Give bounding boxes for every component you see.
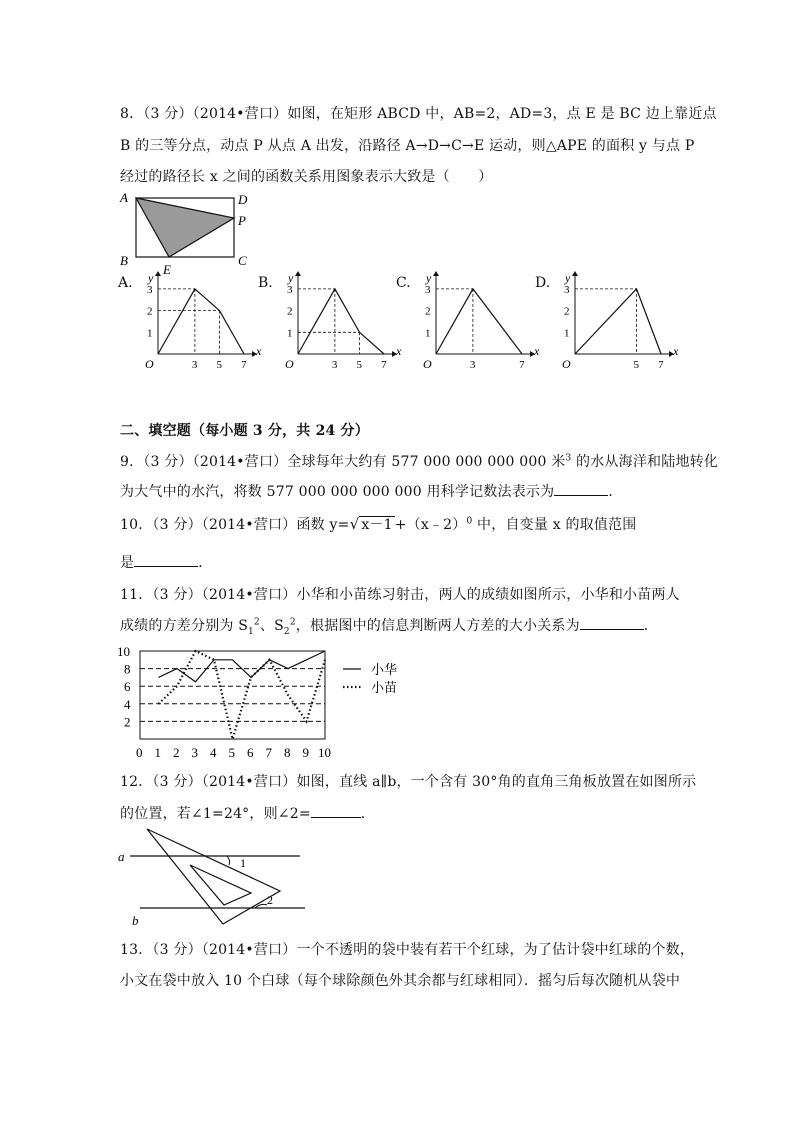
q12-period: ． xyxy=(360,806,375,822)
x-tick-label: 3 xyxy=(191,359,198,371)
q10-sup: 0 xyxy=(466,516,473,527)
q9-text-a: 9．（3 分）（2014•营口）全球每年大约有 577 000 000 000 000 米 xyxy=(120,454,566,470)
inner-triangle xyxy=(190,865,251,905)
q11-sep: 、S xyxy=(259,618,284,634)
y-tick-label: 10 xyxy=(117,644,130,659)
x-tick-label: 3 xyxy=(191,745,198,760)
y-tick-label: 1 xyxy=(564,327,570,340)
y-axis-arrow xyxy=(572,271,578,276)
q12-line2-text: 的位置，若∠1=24°，则∠2= xyxy=(120,806,311,822)
x-tick-label: 3 xyxy=(331,359,338,371)
label-angle-2: 2 xyxy=(267,893,273,907)
x-axis-label: x xyxy=(673,344,679,358)
x-axis-label: x xyxy=(396,344,402,358)
y-tick-label: 4 xyxy=(124,696,131,712)
q11-answer-blank[interactable] xyxy=(580,615,644,630)
x-tick-label: 2 xyxy=(173,745,180,760)
y-axis-arrow xyxy=(433,271,439,276)
q11-s1-sub: 1 xyxy=(248,626,254,637)
option-graph-3 xyxy=(422,268,540,378)
q10-text-b: +（x﹣2） xyxy=(394,517,467,533)
x-tick-label: 1 xyxy=(154,745,161,760)
x-tick-label: 5 xyxy=(633,359,639,371)
label-a: A xyxy=(120,190,128,205)
origin-label: O xyxy=(145,357,154,371)
function-line xyxy=(575,289,661,354)
y-axis-label: y xyxy=(288,271,294,285)
x-tick-label: 0 xyxy=(136,745,143,760)
y-tick-label: 3 xyxy=(425,283,431,296)
label-b: B xyxy=(120,253,128,268)
q9-line2-text: 为大气中的水汽，将数 577 000 000 000 000 用科学记数法表示为 xyxy=(120,484,555,500)
q9-period: ． xyxy=(608,484,623,500)
q8-line2: B 的三等分点，动点 P 从点 A 出发，沿路径 A→D→C→E 运动，则△APE 的面积 y 与点 P xyxy=(120,138,695,154)
q11-line1: 11．（3 分）（2014•营口）小华和小苗练习射击，两人的成绩如图所示，小华和小苗两人 xyxy=(120,587,680,603)
option-label-1: A. xyxy=(118,275,133,291)
y-tick-label: 2 xyxy=(147,305,153,318)
option-graph-4 xyxy=(561,268,679,378)
q10-answer-blank[interactable] xyxy=(134,552,198,567)
x-tick-label: 6 xyxy=(247,745,254,760)
x-tick-label: 5 xyxy=(228,745,235,760)
y-tick-label: 3 xyxy=(147,283,153,296)
q11-text-a: 成绩的方差分别为 S xyxy=(120,618,249,634)
label-line-a: a xyxy=(118,849,125,864)
y-axis-arrow xyxy=(155,271,161,276)
y-axis-label: y xyxy=(565,271,571,285)
y-tick-label: 6 xyxy=(124,679,131,695)
label-c: C xyxy=(238,253,247,268)
q9-text-b: 的水从海洋和陆地转化 xyxy=(571,454,719,470)
y-tick-label: 1 xyxy=(425,327,431,340)
origin-label: O xyxy=(285,357,294,371)
triangle-ape xyxy=(136,198,234,257)
legend-label: 小苗 xyxy=(371,680,398,695)
label-e: E xyxy=(163,262,171,277)
y-tick-label: 2 xyxy=(425,305,431,318)
q13-line2: 小文在袋中放入 10 个白球（每个球除颜色外其余都与红球相同）．摇匀后每次随机从袋中 xyxy=(120,973,681,989)
origin-label: O xyxy=(423,357,432,371)
x-tick-label: 7 xyxy=(381,359,387,371)
x-tick-label: 4 xyxy=(210,745,217,760)
q10-text-c: 中，自变量 x 的取值范围 xyxy=(472,517,637,533)
q9-sup: 3 xyxy=(565,453,572,464)
option-graph-2 xyxy=(284,268,402,378)
q8-line3: 经过的路径长 x 之间的函数关系用图象表示大致是（ ） xyxy=(120,169,493,185)
q10-period: ． xyxy=(198,555,213,571)
x-tick-label: 5 xyxy=(356,359,362,371)
q9-answer-blank[interactable] xyxy=(554,481,608,496)
option-label-3: C. xyxy=(396,275,411,291)
option-label-4: D. xyxy=(535,275,551,291)
q10-line2-text: 是 xyxy=(120,555,135,571)
q11-period: ． xyxy=(643,618,658,634)
y-tick-label: 3 xyxy=(564,283,570,296)
q11-line2 xyxy=(120,615,658,637)
outer-triangle xyxy=(147,829,280,924)
label-line-b: b xyxy=(132,913,139,928)
y-tick-label: 3 xyxy=(287,283,293,296)
angle-1-arc xyxy=(227,856,230,865)
q12-line1: 12．（3 分）（2014•营口）如图，直线 a∥b，一个含有 30°角的直角三角板放置在如图所示 xyxy=(120,774,697,790)
label-p: P xyxy=(238,213,246,228)
y-axis-arrow xyxy=(295,271,301,276)
option-label-2: B. xyxy=(258,275,273,291)
x-tick-label: 7 xyxy=(241,359,247,371)
q11-s2-sup: 2 xyxy=(289,617,296,628)
series-line-1 xyxy=(159,651,326,682)
y-tick-label: 1 xyxy=(287,327,293,340)
triangle-ruler-figure xyxy=(115,825,315,930)
option-graph-1 xyxy=(144,268,262,378)
x-tick-label: 8 xyxy=(284,745,291,760)
x-tick-label: 7 xyxy=(265,745,272,760)
rectangle-figure xyxy=(118,188,263,278)
x-tick-label: 3 xyxy=(469,359,476,371)
function-line xyxy=(298,289,384,354)
series-line-2 xyxy=(159,651,326,739)
y-tick-label: 2 xyxy=(124,714,131,730)
label-angle-1: 1 xyxy=(240,856,246,870)
y-tick-label: 1 xyxy=(147,327,153,340)
x-tick-label: 10 xyxy=(318,745,331,760)
legend-label: 小华 xyxy=(371,662,398,677)
x-tick-label: 7 xyxy=(519,359,525,371)
x-axis-label: x xyxy=(534,344,540,358)
function-line xyxy=(158,289,244,354)
label-d: D xyxy=(238,192,248,207)
q11-text-b: ，根据图中的信息判断两人方差的大小关系为 xyxy=(295,618,580,634)
x-axis-label: x xyxy=(256,344,262,358)
y-tick-label: 2 xyxy=(287,305,293,318)
q8-line1: 8．（3 分）（2014•营口）如图，在矩形 ABCD 中，AB=2，AD=3，点 E 是 BC 边上靠近点 xyxy=(120,106,717,122)
q11-s2-sub: 2 xyxy=(283,626,290,637)
section-title: 二、填空题（每小题 3 分，共 24 分） xyxy=(120,423,369,439)
q9-line2 xyxy=(120,481,623,501)
q13-line1: 13．（3 分）（2014•营口）一个不透明的袋中装有若干个红球，为了估计袋中红球的个数， xyxy=(120,942,695,958)
shooting-chart xyxy=(115,640,415,765)
q10-sqrt: x－1 xyxy=(361,517,393,533)
q10-line2 xyxy=(120,552,212,572)
x-tick-label: 9 xyxy=(302,745,309,760)
x-tick-label: 5 xyxy=(216,359,222,371)
y-axis-label: y xyxy=(148,271,154,285)
q12-line2 xyxy=(120,803,375,823)
y-axis-label: y xyxy=(426,271,432,285)
y-tick-label: 8 xyxy=(124,661,131,677)
q11-s1-sup: 2 xyxy=(253,617,260,628)
origin-label: O xyxy=(562,357,571,371)
q10-text-a: 10．（3 分）（2014•营口）函数 y= xyxy=(120,517,350,533)
q10-line1: 10．（3 分）（2014•营口）函数 y=√ x－1 +（x﹣2）$^0$ 中，自变量 x 的取值范围 xyxy=(120,515,637,533)
function-line xyxy=(436,289,522,354)
x-tick-label: 7 xyxy=(658,359,664,371)
y-tick-label: 2 xyxy=(564,305,570,318)
q12-answer-blank[interactable] xyxy=(311,803,361,818)
q9-line1 xyxy=(120,451,718,471)
